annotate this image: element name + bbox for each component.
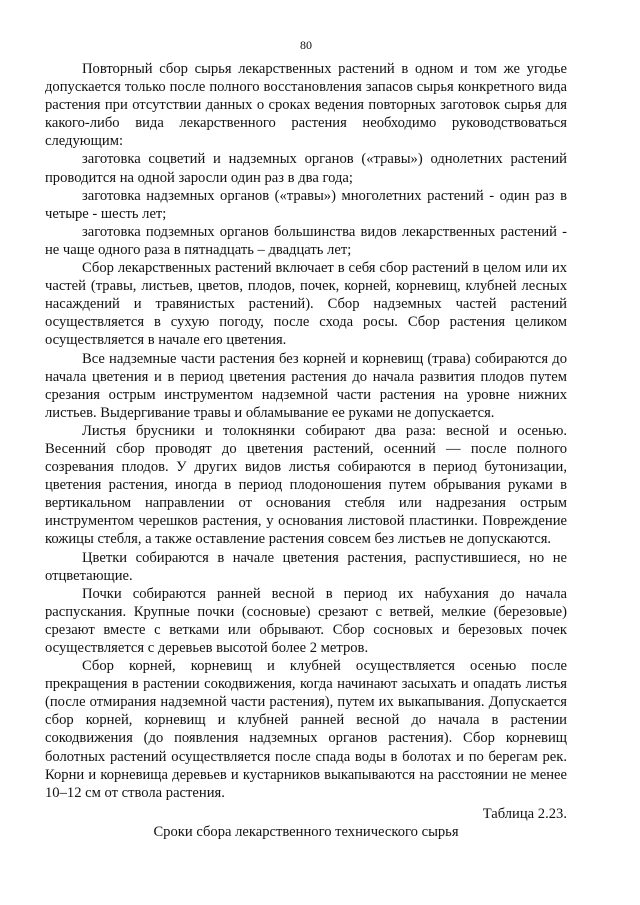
paragraph-aerial-parts: Все надземные части растения без корней и корневищ (трава) собираются до начала цветения и в период цветения растения до начала развития плодов путем срезания острым инструментом надземной части растения на уровне нижних листьев. Выдергивание травы и обламывание ее руками не допускается. <box>45 350 567 421</box>
page-number: 80 <box>300 38 312 52</box>
paragraph-buds: Почки собираются ранней весной в период их набухания до начала распускания. Крупные почки (сосновые) срезают с ветвей, мелкие (березовые) срезают вместе с ветками или обрывают. Сбор сосновых и березовых почек осуществляется с деревьев высотой более 2 метров. <box>45 585 567 656</box>
paragraph-perennials: заготовка надземных органов («травы») многолетних растений - один раз в четыре - шесть лет; <box>45 187 567 222</box>
paragraph-collection: Сбор лекарственных растений включает в себя сбор растений в целом или их частей (травы, листьев, цветов, плодов, почек, корней, корневищ, клубней лесных насаждений и травянистых растений). Сбор надземных частей растений осуществляется в сухую погоду, после схода росы. Сбор растения целиком осуществляется в начале его цветения. <box>45 260 567 349</box>
table-number: Таблица 2.23. <box>482 805 567 822</box>
paragraph-flowers: Цветки собираются в начале цветения растения, распустившиеся, но не отцветающие. <box>45 549 567 584</box>
paragraph-roots: Сбор корней, корневищ и клубней осуществляется осенью после прекращения в растении сокодвижения, когда начинают засыхать и опадать листья (после отмирания надземной части растения), путем их выкапывания. Допускается сбор корней, корневищ и клубней ранней весной до начала в растении сокодвижения (до появления надземных органов растения). Сбор корневищ болотных растений осуществляется после спада воды в болотах и по берегам рек. Корни и корневища деревьев и кустарников выкапываются на расстоянии не менее 10–12 см от ствола растения. <box>45 658 567 801</box>
paragraph-underground: заготовка подземных органов большинства видов лекарственных растений - не чаще одного раза в пятнадцать – двадцать лет; <box>45 223 567 258</box>
paragraph-repeat-harvest: Повторный сбор сырья лекарственных растений в одном и том же угодье допускается только после полного восстановления запасов сырья конкретного вида растения при отсутствии данных о сроках ведения повторных заготовок сырья для какого-либо вида лекарственного растения необходимо руководствоваться следующим: <box>45 61 567 150</box>
paragraph-leaves: Листья брусники и толокнянки собирают два раза: весной и осенью. Весенний сбор проводят до цветения растений, осенний — после полного созревания плодов. У других видов листья собираются в период бутонизации, цветения растения, иногда в период плодоношения путем обрывания руками в вертикальном направлении от основания стебля или надрезания острым инструментом черешков растения, у основания листовой пластинки. Повреждение кожицы стебля, а также оставление растения совсем без листьев не допускаются. <box>45 422 567 548</box>
document-page <box>45 38 567 841</box>
paragraph-annuals: заготовка соцветий и надземных органов («травы») однолетних растений проводится на одной заросли один раз в два года; <box>45 151 567 186</box>
table-title: Сроки сбора лекарственного технического сырья <box>153 823 459 840</box>
